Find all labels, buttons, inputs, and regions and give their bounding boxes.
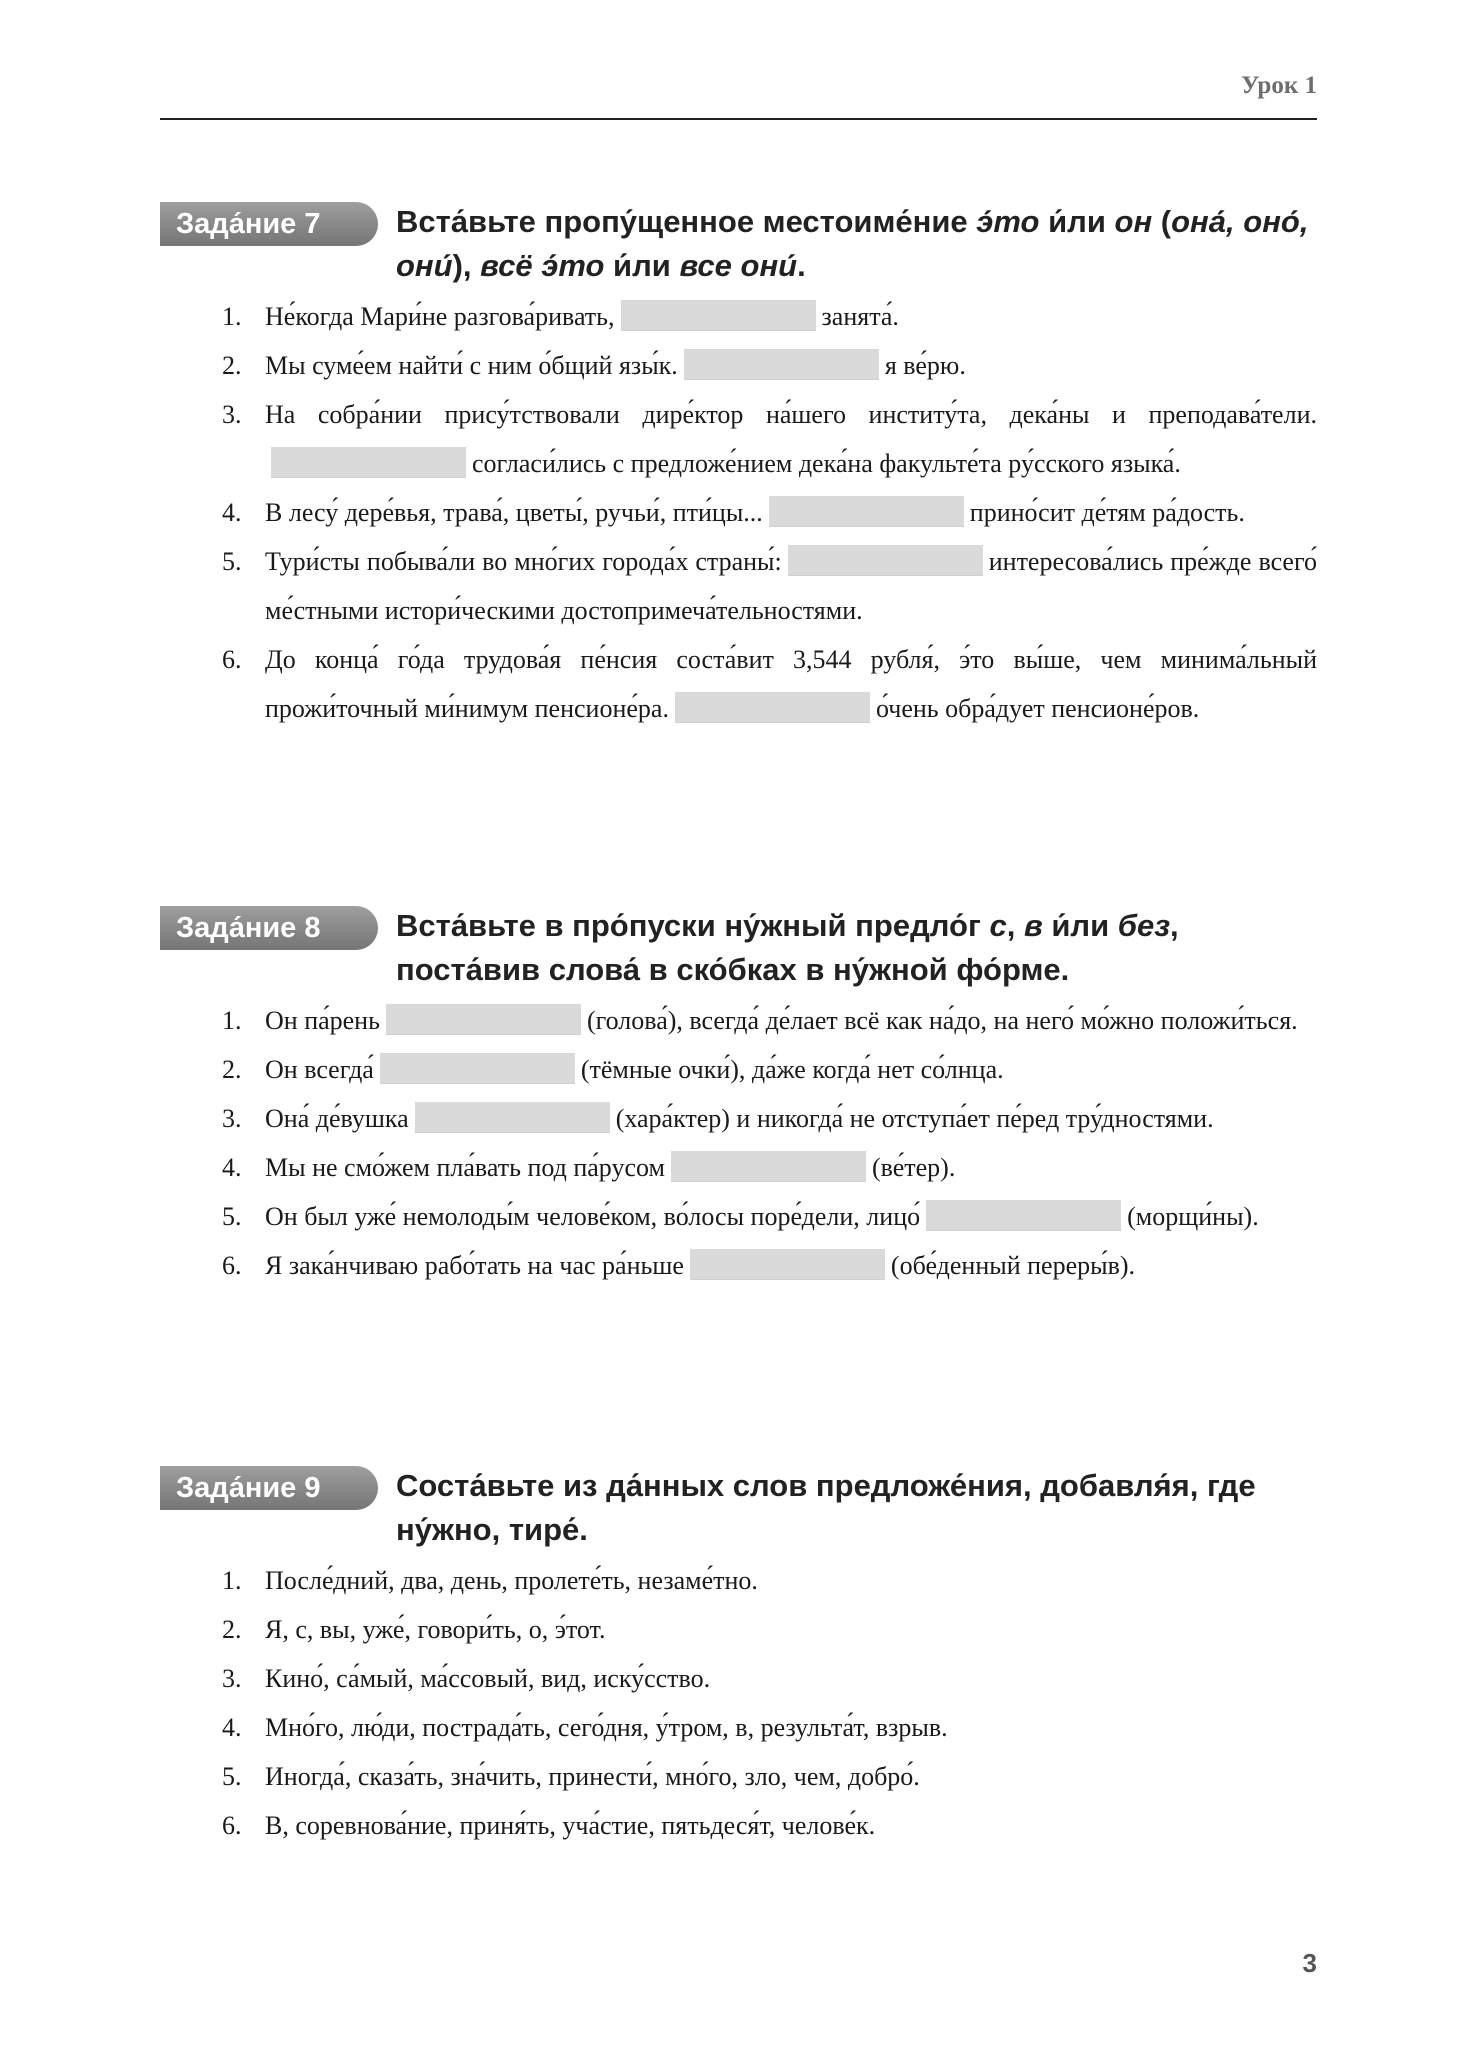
task-header	[160, 1460, 1317, 1556]
task-badge: Зада́ние 9	[160, 1466, 378, 1510]
lesson-header-title: Урок 1	[1241, 72, 1317, 99]
exercise-item	[160, 1654, 1317, 1703]
task-instruction	[396, 904, 1317, 992]
item-number: 3.	[222, 400, 242, 429]
item-text-before: Он па́рень	[265, 1006, 380, 1035]
instruction-text: (	[1152, 204, 1172, 239]
exercise-item	[160, 1556, 1317, 1605]
exercise-item	[160, 1192, 1317, 1241]
task-9	[160, 1460, 1317, 1850]
item-text: После́дний, два, день, пролете́ть, незаме́тно.	[265, 1566, 758, 1595]
task-8	[160, 900, 1317, 1290]
item-text-before: Мы не смо́жем пла́вать под па́русом	[265, 1153, 665, 1182]
header-divider	[160, 118, 1317, 120]
exercise-list	[160, 292, 1317, 733]
item-text: Иногда́, сказа́ть, зна́чить, принести́, мно́го, зло, чем, добро́.	[265, 1762, 920, 1791]
item-text-before: Он был уже́ немолоды́м челове́ком, во́лосы поре́дели, лицо́	[265, 1202, 921, 1231]
answer-blank[interactable]	[671, 1151, 866, 1182]
exercise-item	[160, 1241, 1317, 1290]
item-number: 1.	[222, 1006, 242, 1035]
exercise-item	[160, 1094, 1317, 1143]
exercise-item	[160, 996, 1317, 1045]
task-badge: Зада́ние 7	[160, 202, 378, 246]
item-number: 5.	[222, 1762, 242, 1791]
item-text-before: На собра́нии прису́тствовали дире́ктор на́шего институ́та, дека́ны и преподава́тели.	[265, 400, 1317, 429]
item-number: 4.	[222, 498, 242, 527]
answer-blank[interactable]	[271, 447, 466, 478]
item-number: 6.	[222, 645, 242, 674]
item-text-after: (морщи́ны).	[1127, 1202, 1259, 1231]
instruction-keyword: она́, оно́, они́	[396, 204, 1309, 283]
item-text-before: До конца́ го́да трудова́я пе́нсия соста́вит 3,544 рубля́, э́то вы́ше, чем минима́льный прожи́точный ми́нимум пенсионе́ра.	[265, 645, 1317, 723]
exercise-item	[160, 1605, 1317, 1654]
exercise-item	[160, 537, 1317, 635]
item-number: 1.	[222, 302, 242, 331]
task-header	[160, 900, 1317, 996]
exercise-list	[160, 996, 1317, 1290]
item-text: В, соревнова́ние, приня́ть, уча́стие, пятьдеся́т, челове́к.	[265, 1811, 876, 1840]
exercise-item	[160, 292, 1317, 341]
item-number: 2.	[222, 1055, 242, 1084]
item-number: 6.	[222, 1811, 242, 1840]
instruction-text: Вста́вьте пропу́щенное местоиме́ние	[396, 204, 977, 239]
instruction-text: ),	[452, 248, 481, 283]
answer-blank[interactable]	[788, 545, 983, 576]
answer-blank[interactable]	[769, 496, 964, 527]
task-instruction	[396, 1464, 1317, 1552]
instruction-text: и́ли	[604, 248, 680, 283]
item-text-after: (тёмные очки́), да́же когда́ нет со́лнца.	[580, 1055, 1004, 1084]
item-text-after: я ве́рю.	[884, 351, 966, 380]
item-number: 3.	[222, 1664, 242, 1693]
exercise-item	[160, 488, 1317, 537]
item-text-after: о́чень обра́дует пенсионе́ров.	[875, 694, 1200, 723]
answer-blank[interactable]	[675, 692, 870, 723]
item-text-after: (ве́тер).	[871, 1153, 956, 1182]
item-number: 4.	[222, 1713, 242, 1742]
task-header	[160, 196, 1317, 292]
instruction-keyword: все они́	[679, 248, 798, 283]
exercise-item	[160, 341, 1317, 390]
exercise-item	[160, 1045, 1317, 1094]
task-instruction	[396, 200, 1317, 288]
item-number: 2.	[222, 1615, 242, 1644]
instruction-text: , поста́вив слова́ в ско́бках в ну́жной фо́рме.	[396, 908, 1179, 987]
instruction-keyword: с	[989, 908, 1007, 943]
item-number: 3.	[222, 1104, 242, 1133]
answer-blank[interactable]	[621, 300, 816, 331]
item-text-after: занята́.	[821, 302, 899, 331]
exercise-item	[160, 1703, 1317, 1752]
item-text-before: Тури́сты побыва́ли во мно́гих города́х страны́:	[265, 547, 782, 576]
page-number: 3	[1302, 1948, 1317, 1978]
instruction-text: Соста́вьте из да́нных слов предложе́ния, добавля́я, где ну́жно, тире́.	[396, 1468, 1256, 1547]
exercise-item	[160, 390, 1317, 488]
item-number: 5.	[222, 1202, 242, 1231]
exercise-item	[160, 1143, 1317, 1192]
answer-blank[interactable]	[690, 1249, 885, 1280]
answer-blank[interactable]	[684, 349, 879, 380]
item-text-after: прино́сит де́тям ра́дость.	[969, 498, 1245, 527]
exercise-item	[160, 1801, 1317, 1850]
instruction-keyword: всё э́то	[480, 248, 605, 283]
item-text-before: Он всегда́	[265, 1055, 374, 1084]
instruction-keyword: в	[1023, 908, 1043, 943]
answer-blank[interactable]	[386, 1004, 581, 1035]
answer-blank[interactable]	[380, 1053, 575, 1084]
item-text-after: (обе́денный переры́в).	[890, 1251, 1136, 1280]
instruction-text: .	[797, 248, 806, 283]
item-text: Я, с, вы, уже́, говори́ть, о, э́тот.	[265, 1615, 606, 1644]
item-text: Кино́, са́мый, ма́ссовый, вид, иску́сство.	[265, 1664, 711, 1693]
item-text-after: (хара́ктер) и никогда́ не отступа́ет пе́ред тру́дностями.	[615, 1104, 1214, 1133]
exercise-item	[160, 635, 1317, 733]
instruction-text: и́ли	[1042, 908, 1118, 943]
item-text-after: согласи́лись с предложе́нием дека́на факульте́та ру́сского языка́.	[472, 449, 1181, 478]
item-text-before: Она́ де́вушка	[265, 1104, 409, 1133]
item-text-before: В лесу́ дере́вья, трава́, цветы́, ручьи́, пти́цы...	[265, 498, 763, 527]
item-number: 5.	[222, 547, 242, 576]
answer-blank[interactable]	[926, 1200, 1121, 1231]
item-text-after: (голова́), всегда́ де́лает всё как на́до, на него́ мо́жно положи́ться.	[586, 1006, 1298, 1035]
task-badge: Зада́ние 8	[160, 906, 378, 950]
task-7	[160, 196, 1317, 733]
instruction-keyword: без	[1117, 908, 1171, 943]
item-number: 6.	[222, 1251, 242, 1280]
instruction-text: Вста́вьте в про́пуски ну́жный предло́г	[396, 908, 990, 943]
item-text-before: Не́когда Мари́не разгова́ривать,	[265, 302, 615, 331]
item-text-after: интересова́лись пре́жде всего́ ме́стными истори́ческими достопримеча́тельностями.	[265, 547, 1317, 625]
item-number: 2.	[222, 351, 242, 380]
item-number: 1.	[222, 1566, 242, 1595]
instruction-text: ,	[1006, 908, 1024, 943]
item-text-before: Я зака́нчиваю рабо́тать на час ра́ньше	[265, 1251, 684, 1280]
instruction-keyword: он	[1114, 204, 1153, 239]
item-number: 4.	[222, 1153, 242, 1182]
instruction-keyword: э́то	[976, 204, 1040, 239]
exercise-item	[160, 1752, 1317, 1801]
item-text-before: Мы суме́ем найти́ с ним о́бщий язы́к.	[265, 351, 678, 380]
exercise-list	[160, 1556, 1317, 1850]
answer-blank[interactable]	[415, 1102, 610, 1133]
instruction-text: и́ли	[1039, 204, 1115, 239]
item-text: Мно́го, лю́ди, пострада́ть, сего́дня, у́тром, в, результа́т, взрыв.	[265, 1713, 948, 1742]
